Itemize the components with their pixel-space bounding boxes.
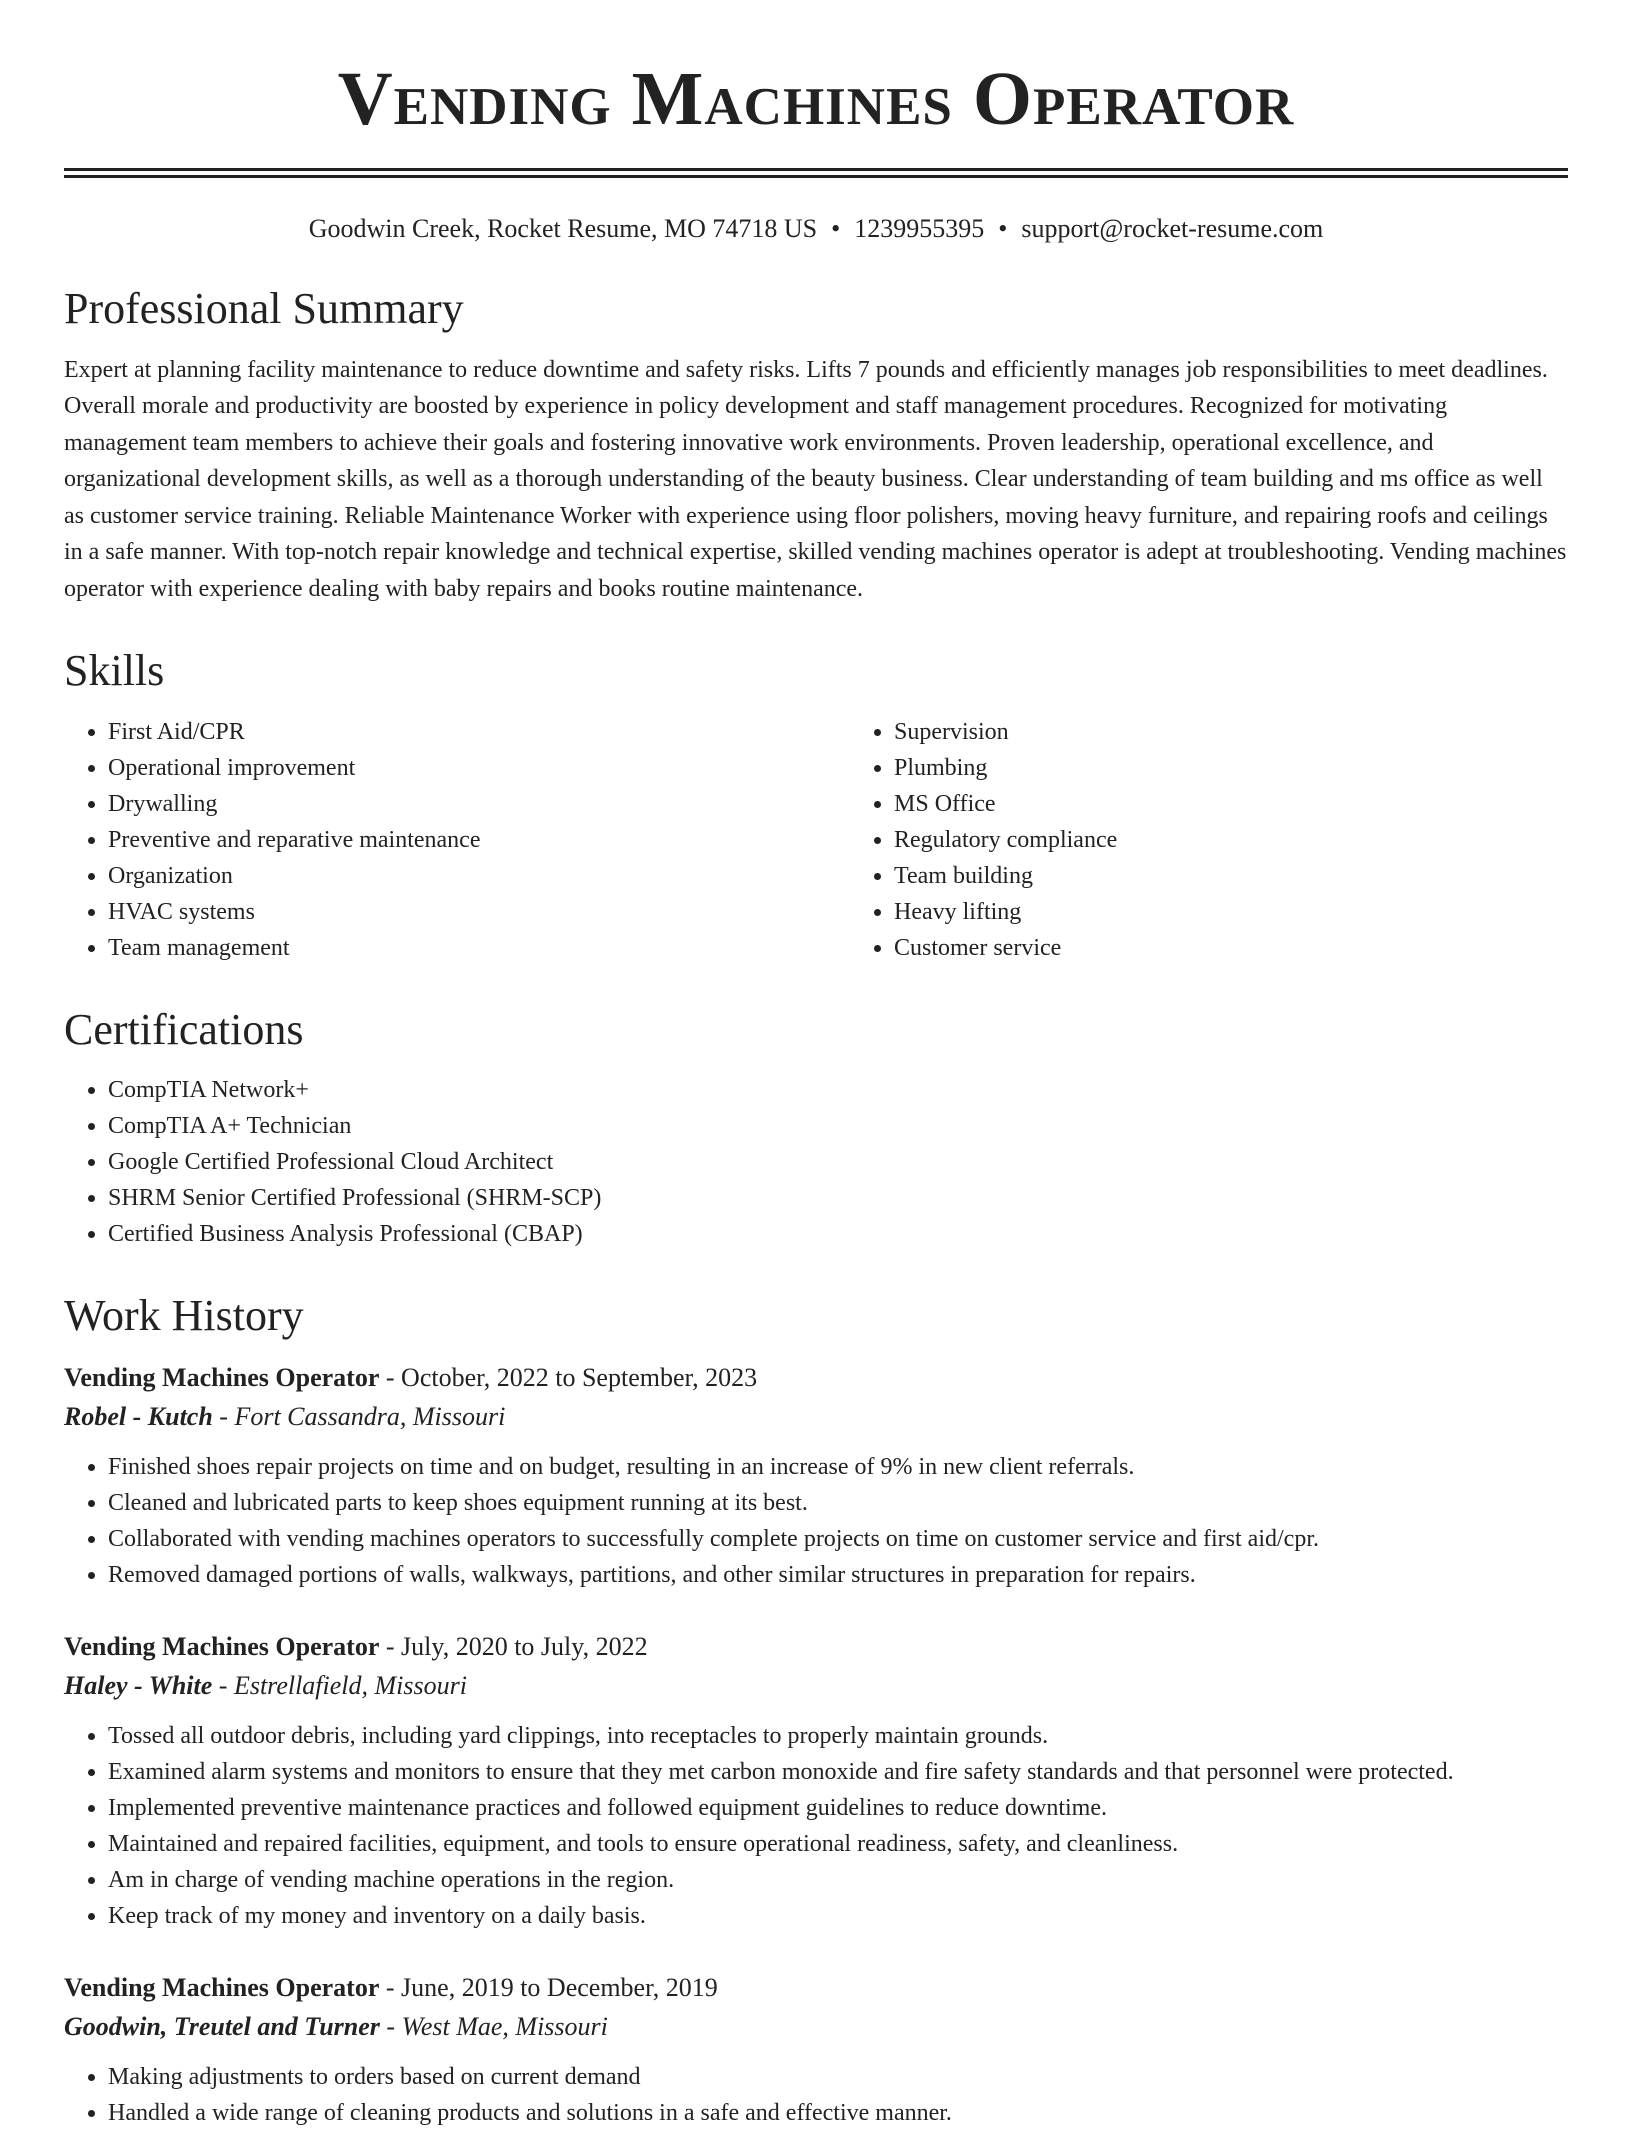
skill-item: • HVAC systems (108, 894, 850, 930)
job-bullet: • Am in charge of vending machine operations in the region. (108, 1862, 1568, 1898)
job-bullet: • Making adjustments to orders based on current demand (108, 2059, 1568, 2095)
contact-phone: 1239955395 (854, 213, 985, 243)
company-name: Goodwin, Treutel and Turner (64, 2012, 380, 2042)
job-title-line (64, 1968, 1568, 2007)
company-name: Robel - Kutch (64, 1402, 213, 1432)
work-history-heading: Work History (64, 1291, 304, 1341)
skill-item: • Organization (108, 858, 850, 894)
company-location: - West Mae, Missouri (379, 2012, 608, 2042)
job-title: Vending Machines Operator (64, 1632, 380, 1662)
certifications-heading: Certifications (64, 1004, 304, 1054)
job-bullet: • Collaborated with vending machines operators to successfully complete projects on time on customer service and first aid/cpr. (108, 1521, 1568, 1557)
skill-item: • Supervision (894, 714, 1636, 750)
job-dates: - June, 2019 to December, 2019 (379, 1973, 718, 2003)
certification-item: • Google Certified Professional Cloud Architect (108, 1144, 1568, 1180)
job-bullet: • Finished shoes repair projects on time and on budget, resulting in an increase of 9% in new client referrals. (108, 1449, 1568, 1485)
job-title-line (64, 1627, 1568, 1666)
certifications-list (64, 1072, 1568, 1252)
job-bullet: • Keep track of my money and inventory on a daily basis. (108, 1898, 1568, 1934)
skill-item: • Customer service (894, 930, 1636, 966)
job-bullet: • Implemented preventive maintenance practices and followed equipment guidelines to reduce downtime. (108, 1790, 1568, 1826)
skill-item: • Heavy lifting (894, 894, 1636, 930)
skill-item: • MS Office (894, 786, 1636, 822)
job-dates: - October, 2022 to September, 2023 (379, 1363, 758, 1393)
skill-item: • Operational improvement (108, 750, 850, 786)
job-entry (64, 1968, 1568, 2131)
job-entry (64, 1358, 1568, 1593)
job-bullet: • Examined alarm systems and monitors to ensure that they met carbon monoxide and fire safety standards and that personnel were protected. (108, 1754, 1568, 1790)
job-bullet: • Tossed all outdoor debris, including yard clippings, into receptacles to properly maintain grounds. (108, 1718, 1568, 1754)
skill-item: • First Aid/CPR (108, 714, 850, 750)
contact-separator: • (831, 213, 841, 243)
job-bullet: • Cleaned and lubricated parts to keep shoes equipment running at its best. (108, 1485, 1568, 1521)
job-bullets (64, 1449, 1568, 1593)
certification-item: • Certified Business Analysis Professional (CBAP) (108, 1216, 1568, 1252)
certification-item: • CompTIA A+ Technician (108, 1108, 1568, 1144)
skill-item: • Drywalling (108, 786, 850, 822)
skill-item: • Plumbing (894, 750, 1636, 786)
job-bullet: • Maintained and repaired facilities, equipment, and tools to ensure operational readiness, safety, and cleanliness. (108, 1826, 1568, 1862)
skill-item: • Preventive and reparative maintenance (108, 822, 850, 858)
company-location: - Estrellafield, Missouri (212, 1671, 467, 1701)
company-name: Haley - White (64, 1671, 213, 1701)
certification-item: • SHRM Senior Certified Professional (SHRM-SCP) (108, 1180, 1568, 1216)
resume-title: Vending Machines Operator (337, 57, 1295, 141)
job-title-line (64, 1358, 1568, 1397)
job-bullets (64, 2059, 1568, 2131)
job-title: Vending Machines Operator (64, 1973, 380, 2003)
skills-list-right (850, 714, 1636, 966)
title-double-rule (64, 168, 1568, 178)
summary-heading: Professional Summary (64, 284, 464, 334)
skill-item: • Regulatory compliance (894, 822, 1636, 858)
company-line (64, 1666, 1568, 1706)
summary-text: Expert at planning facility maintenance to reduce downtime and safety risks. Lifts 7 pounds and efficiently manages job responsibilities to meet deadlines. Overall morale and productivity are boosted by experience in policy development and staff management procedures. Recognized for motivating management team members to achieve their goals and fostering innovative work environments. Proven leadership, operational excellence, and organizational development skills, as well as a thorough understanding of the beauty business. Clear understanding of team building and ms office as well as customer service training. Reliable Maintenance Worker with experience using floor polishers, moving heavy furniture, and repairing roofs and ceilings in a safe manner. With top-notch repair knowledge and technical expertise, skilled vending machines operator is adept at troubleshooting. Vending machines operator with experience dealing with baby repairs and books routine maintenance. (64, 356, 1567, 602)
company-location: - Fort Cassandra, Missouri (212, 1402, 506, 1432)
certification-item: • CompTIA Network+ (108, 1072, 1568, 1108)
skills-grid (64, 714, 1568, 966)
contact-address: Goodwin Creek, Rocket Resume, MO 74718 US (308, 213, 818, 243)
job-bullets (64, 1718, 1568, 1934)
job-entry (64, 1627, 1568, 1934)
skills-heading: Skills (64, 646, 165, 696)
company-line (64, 1397, 1568, 1437)
job-bullet: • Handled a wide range of cleaning products and solutions in a safe and effective manner. (108, 2095, 1568, 2131)
company-line (64, 2007, 1568, 2047)
skill-item: • Team management (108, 930, 850, 966)
contact-separator: • (998, 213, 1008, 243)
job-bullet: • Removed damaged portions of walls, walkways, partitions, and other similar structures in preparation for repairs. (108, 1557, 1568, 1593)
job-title: Vending Machines Operator (64, 1363, 380, 1393)
contact-line (64, 212, 1568, 246)
job-dates: - July, 2020 to July, 2022 (379, 1632, 648, 1662)
contact-email: support@rocket-resume.com (1021, 213, 1324, 243)
skill-item: • Team building (894, 858, 1636, 894)
skills-list-left (64, 714, 850, 966)
